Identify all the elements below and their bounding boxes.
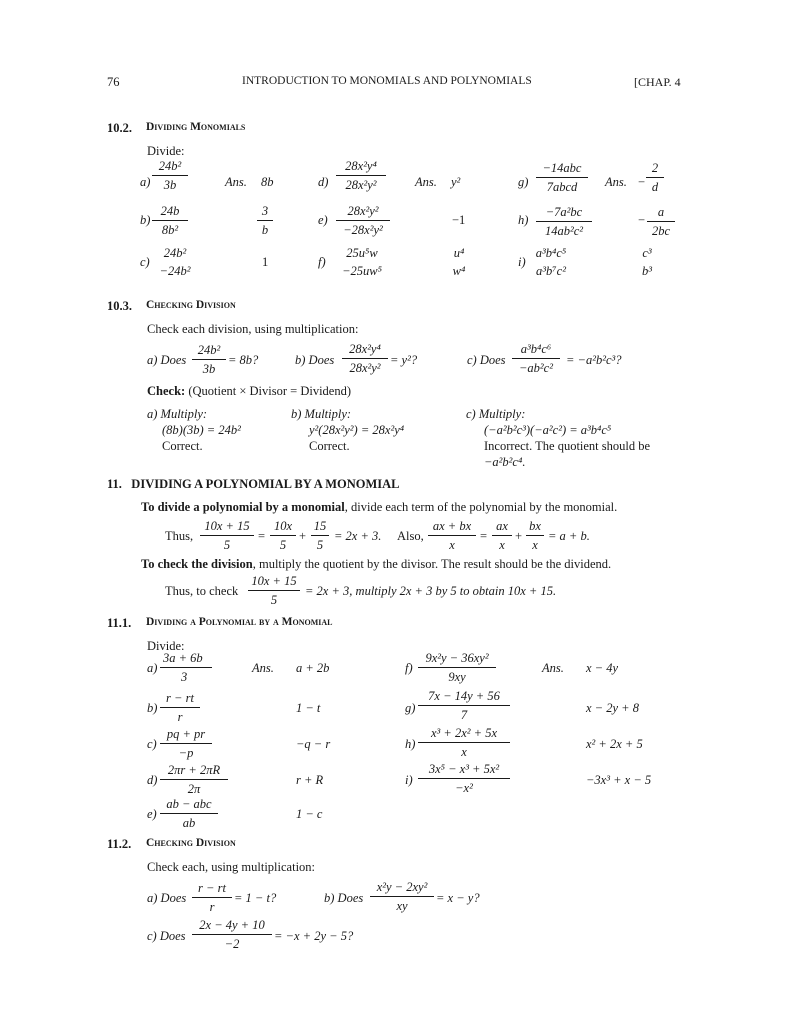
item-label: d) — [147, 773, 158, 787]
fraction: $\frac{10x + 15}{5}$ — [248, 575, 300, 606]
fraction: $\frac{2\pi r + 2\pi R}{2\pi}$ — [160, 764, 228, 795]
item-label: a) — [140, 175, 151, 189]
answer: a + 2b — [296, 661, 330, 675]
answer: 1 — [262, 255, 269, 269]
fraction: $\frac{3a + 6b}{3}$ — [160, 652, 212, 683]
item-label: f) — [405, 661, 413, 675]
item-label: e) — [147, 807, 157, 821]
ans-label: Ans. — [605, 175, 627, 189]
example-result-2: = a + b. — [548, 529, 590, 543]
fraction: −14abc 7abcd — [536, 162, 588, 193]
fraction: $\frac{3}{b}$ — [257, 205, 273, 236]
fraction: $\frac{\text{28x²y⁴}}{\text{28x²y²}}$ — [336, 160, 386, 191]
answer: 1 − c — [296, 807, 323, 821]
divide-intro-2: Divide: — [147, 639, 185, 653]
answer: x − 2y + 8 — [586, 701, 639, 715]
section-number-10-3: 10.3. — [107, 299, 132, 313]
answer-sign: − — [638, 175, 646, 189]
answer-c-label: c) Multiply: — [466, 407, 526, 421]
fraction: $\frac{\text{9x²y − 36xy²}}{9xy}$ — [418, 652, 496, 683]
section-title-11-2: Checking Division — [146, 837, 236, 849]
equals-sign: = — [480, 529, 488, 543]
plus-sign: + — [299, 529, 307, 543]
fraction: $\frac{2}{d}$ — [646, 162, 664, 193]
fraction: $\frac{\text{28x²y²}}{\text{−28x²y²}}$ — [336, 205, 390, 236]
answer-a-line1: (8b)(3b) = 24b² — [162, 423, 241, 437]
answer-c-line2: Incorrect. The quotient should be — [484, 439, 651, 453]
fraction: $\frac{\text{28x²y⁴}}{\text{28x²y²}}$ — [342, 343, 388, 374]
answer: −1 — [452, 213, 466, 227]
check-intro: Check each division, using multiplication: — [147, 322, 359, 336]
answer-a-line2: Correct. — [162, 439, 203, 453]
answer: 1 − t — [296, 701, 321, 715]
item-label: i) — [518, 255, 526, 269]
fraction: $\frac{10x}{5}$ — [270, 520, 296, 551]
answer-b-line2: Correct. — [309, 439, 350, 453]
check-question-c-rhs: = −x + 2y − 5? — [274, 929, 354, 943]
rule-divide: To divide a polynomial by a monomial, divide each term of the polynomial by the monomial. — [141, 500, 618, 514]
question-a: a) Does — [147, 353, 187, 367]
check-question-b: b) Does — [324, 891, 364, 905]
divide-intro: Divide: — [147, 144, 185, 158]
section-heading-11: 11. DIVIDING A POLYNOMIAL BY A MONOMIAL — [107, 477, 400, 491]
item-label: a) — [147, 661, 158, 675]
fraction: $\frac{\text{24b²}}{3b}$ — [192, 344, 226, 375]
item-label: g) — [405, 701, 416, 715]
item-label: i) — [405, 773, 413, 787]
answer-b-line1: y²(28x²y²) = 28x²y⁴ — [309, 423, 405, 437]
item-label: h) — [405, 737, 416, 751]
fraction: $\frac{\text{x²y − 2xy²}}{xy}$ — [370, 881, 434, 912]
answer: −3x³ + x − 5 — [586, 773, 652, 787]
item-label: f) — [318, 255, 326, 269]
fraction: $\frac{\text{−7a²bc}}{\text{14ab²c²}}$ — [536, 206, 592, 237]
rule-check: To check the division, multiply the quotient by the divisor. The result should be the dividend. — [141, 557, 612, 571]
example-result: = 2x + 3. — [334, 529, 382, 543]
ans-label: Ans. — [542, 661, 564, 675]
fraction: c³ b³ — [642, 246, 652, 278]
ans-label: Ans. — [225, 175, 247, 189]
question-b-rhs: = y²? — [390, 353, 418, 367]
check-question-a-rhs: = 1 − t? — [234, 891, 277, 905]
fraction: u⁴ w⁴ — [452, 246, 466, 278]
section-title-10-3: Checking Division — [146, 299, 236, 311]
question-c-rhs: = −a²b²c³? — [566, 353, 622, 367]
fraction: $\frac{\text{a³b⁴c⁶}}{\text{−ab²c²}}$ — [512, 343, 560, 374]
answer: y² — [451, 175, 461, 189]
item-label: c) — [147, 737, 157, 751]
running-title: INTRODUCTION TO MONOMIALS AND POLYNOMIALS — [242, 75, 532, 87]
page-number: 76 — [107, 75, 120, 89]
section-number-10-2: 10.2. — [107, 121, 132, 135]
answer: x − 4y — [586, 661, 619, 675]
fraction: $\frac{\text{3x⁵ − x³ + 5x²}}{\text{−x²}}$ — [418, 763, 510, 794]
fraction: $\frac{2x - 4y + 10}{-2}$ — [192, 919, 272, 950]
answer-b-label: b) Multiply: — [291, 407, 352, 421]
answer-a-label: a) Multiply: — [147, 407, 208, 421]
answer-c-line3: −a²b²c⁴. — [484, 455, 526, 469]
fraction: ab − abc ab — [160, 798, 218, 829]
fraction: $\frac{10x + 15}{5}$ — [200, 520, 254, 551]
item-label: g) — [518, 175, 529, 189]
check-question-a: a) Does — [147, 891, 187, 905]
answer: −q − r — [296, 737, 331, 751]
item-label: h) — [518, 213, 529, 227]
fraction: 25u⁵w −25uw⁵ — [342, 246, 382, 278]
answer: r + R — [296, 773, 324, 787]
check-rule: Check: (Quotient × Divisor = Dividend) — [147, 384, 352, 398]
check-question-c: c) Does — [147, 929, 186, 943]
equals-sign: = — [258, 529, 266, 543]
item-label: e) — [318, 213, 328, 227]
section-number-11-1: 11.1. — [107, 616, 132, 630]
fraction: $\frac{\text{x³ + 2x² + 5x}}{x}$ — [418, 727, 510, 758]
fraction: 24b² −24b² — [159, 246, 191, 278]
item-label: d) — [318, 175, 329, 189]
section-title-10-2: Dividing Monomials — [146, 121, 246, 133]
fraction: a³b⁴c⁵ a³b⁷c² — [535, 246, 567, 278]
fraction: $\frac{a}{2bc}$ — [647, 206, 675, 237]
tocheck-label: Thus, to check — [165, 584, 239, 598]
fraction: $\frac{24b}{\text{8b²}}$ — [152, 205, 188, 236]
fraction: $\frac{r - rt}{r}$ — [192, 882, 232, 913]
answer-sign: − — [638, 213, 646, 227]
answer: x² + 2x + 5 — [586, 737, 643, 751]
item-label: c) — [140, 255, 150, 269]
also-label: Also, — [397, 529, 424, 543]
question-c: c) Does — [467, 353, 506, 367]
fraction: $\frac{r - rt}{r}$ — [160, 692, 200, 723]
plus-sign: + — [515, 529, 523, 543]
fraction: $\frac{15}{5}$ — [311, 520, 329, 551]
check-intro-2: Check each, using multiplication: — [147, 860, 316, 874]
section-number-11-2: 11.2. — [107, 837, 132, 851]
question-a-rhs: = 8b? — [228, 353, 259, 367]
answer: 8b — [261, 175, 274, 189]
ans-label: Ans. — [415, 175, 437, 189]
question-b: b) Does — [295, 353, 335, 367]
fraction: $\frac{ax + bx}{x}$ — [428, 520, 476, 551]
fraction: $\frac{bx}{x}$ — [526, 520, 544, 551]
check-question-b-rhs: = x − y? — [436, 891, 480, 905]
ans-label: Ans. — [252, 661, 274, 675]
item-label: b) — [140, 213, 151, 227]
chapter-label: [CHAP. 4 — [634, 75, 681, 89]
item-label: b) — [147, 701, 158, 715]
section-title-11-1: Dividing a Polynomial by a Monomial — [146, 616, 333, 628]
thus-label: Thus, — [165, 529, 194, 543]
fraction: $\frac{7x - 14y + 56}{7}$ — [418, 690, 510, 721]
answer-c-line1: (−a²b²c³)(−a²c²) = a³b⁴c⁵ — [484, 423, 612, 437]
tocheck-rest: = 2x + 3, multiply 2x + 3 by 5 to obtain 10x + 15. — [305, 584, 557, 598]
fraction: $\frac{ax}{x}$ — [492, 520, 512, 551]
fraction: $\frac{\text{24b²}}{3b}$ — [152, 160, 188, 191]
fraction: $\frac{pq + pr}{-p}$ — [160, 728, 212, 759]
